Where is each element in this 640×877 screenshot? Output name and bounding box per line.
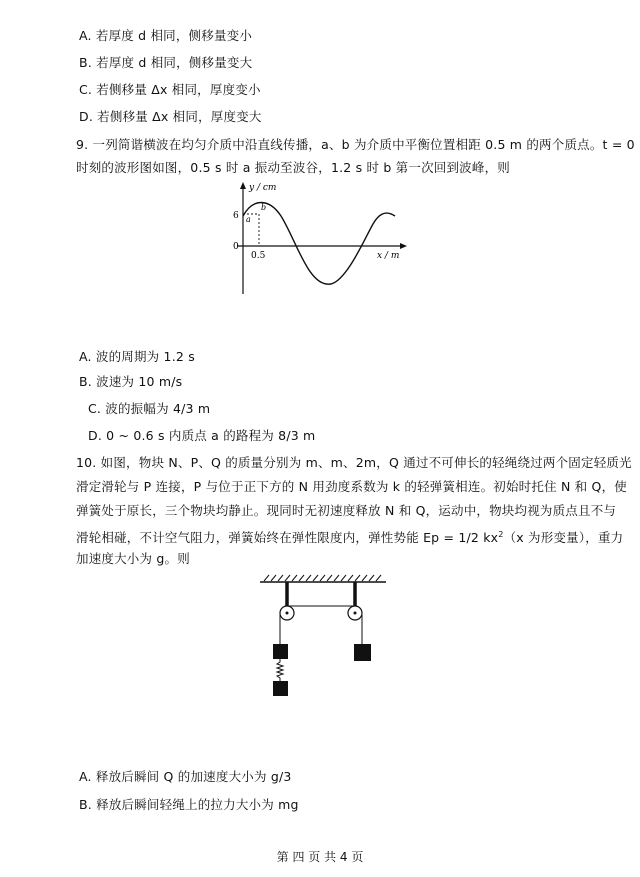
q9-wave-graph [225,178,415,298]
page-footer: 第 四 页 共 4 页 [276,850,364,864]
q10-stem-line3: 弹簧处于原长，三个物块均静止。现同时无初速度释放 N 和 Q，运动中，物块均视为质点且不与 [76,503,617,518]
block-q [354,644,371,661]
y-axis-arrow [240,182,246,189]
left-pulley-axle [286,612,289,615]
right-pulley-axle [354,612,357,615]
q10-pulley-diagram [258,572,388,702]
ceiling-hatch [264,575,381,581]
q8-option-b: B. 若厚度 d 相同，侧移量变大 [79,55,253,70]
block-n [273,681,288,696]
y-tick-label: 6 [233,211,239,221]
y-axis-label: y / cm [249,183,277,193]
q8-option-d: D. 若侧移量 Δx 相同，厚度变大 [79,109,262,124]
q10-option-b: B. 释放后瞬间轻绳上的拉力大小为 mg [79,797,299,812]
q9-option-a: A. 波的周期为 1.2 s [79,349,195,364]
point-a-label: a [246,215,251,224]
q9-option-b: B. 波速为 10 m/s [79,374,183,389]
q9-option-d: D. 0 ~ 0.6 s 内质点 a 的路程为 8/3 m [88,428,316,443]
q10-stem-line2: 滑定滑轮与 P 连接，P 与位于正下方的 N 用劲度系数为 k 的轻弹簧相连。初始时托住 N 和 Q，使 [76,479,627,494]
q10-stem-line5: 加速度大小为 g。则 [76,551,190,566]
origin-label: 0 [233,242,239,252]
q8-option-a: A. 若厚度 d 相同，侧移量变小 [79,28,253,43]
q9-option-c: C. 波的振幅为 4/3 m [88,401,211,416]
spring [277,659,283,681]
x-axis-arrow [400,243,407,249]
q10-option-a: A. 释放后瞬间 Q 的加速度大小为 g/3 [79,769,292,784]
q9-stem-line2: 时刻的波形图如图，0.5 s 时 a 振动至波谷，1.2 s 时 b 第一次回到波峰，则 [76,160,510,175]
q10-exponent: 2 [498,530,504,539]
x-tick-label: 0.5 [251,251,266,261]
q10-stem-line4 [76,527,623,546]
q10-stem-line4-main: 滑轮相碰，不计空气阻力，弹簧始终在弹性限度内，弹性势能 Ep = 1/2 kx [76,530,499,546]
point-b-label: b [261,203,267,212]
x-axis-label: x / m [377,251,400,261]
q10-stem-line1: 10. 如图，物块 N、P、Q 的质量分别为 m、m、2m，Q 通过不可伸长的轻绳绕过两个固定轻质光 [76,455,632,470]
q10-stem-line4-tail: （x 为形变量），重力 [503,530,624,546]
q8-option-c: C. 若侧移量 Δx 相同，厚度变小 [79,82,261,97]
block-p [273,644,288,659]
q9-stem-line1: 9. 一列简谐横波在均匀介质中沿直线传播，a、b 为介质中平衡位置相距 0.5 m 的两个质点。t = 0 [76,137,635,152]
wave-curve [243,203,395,285]
